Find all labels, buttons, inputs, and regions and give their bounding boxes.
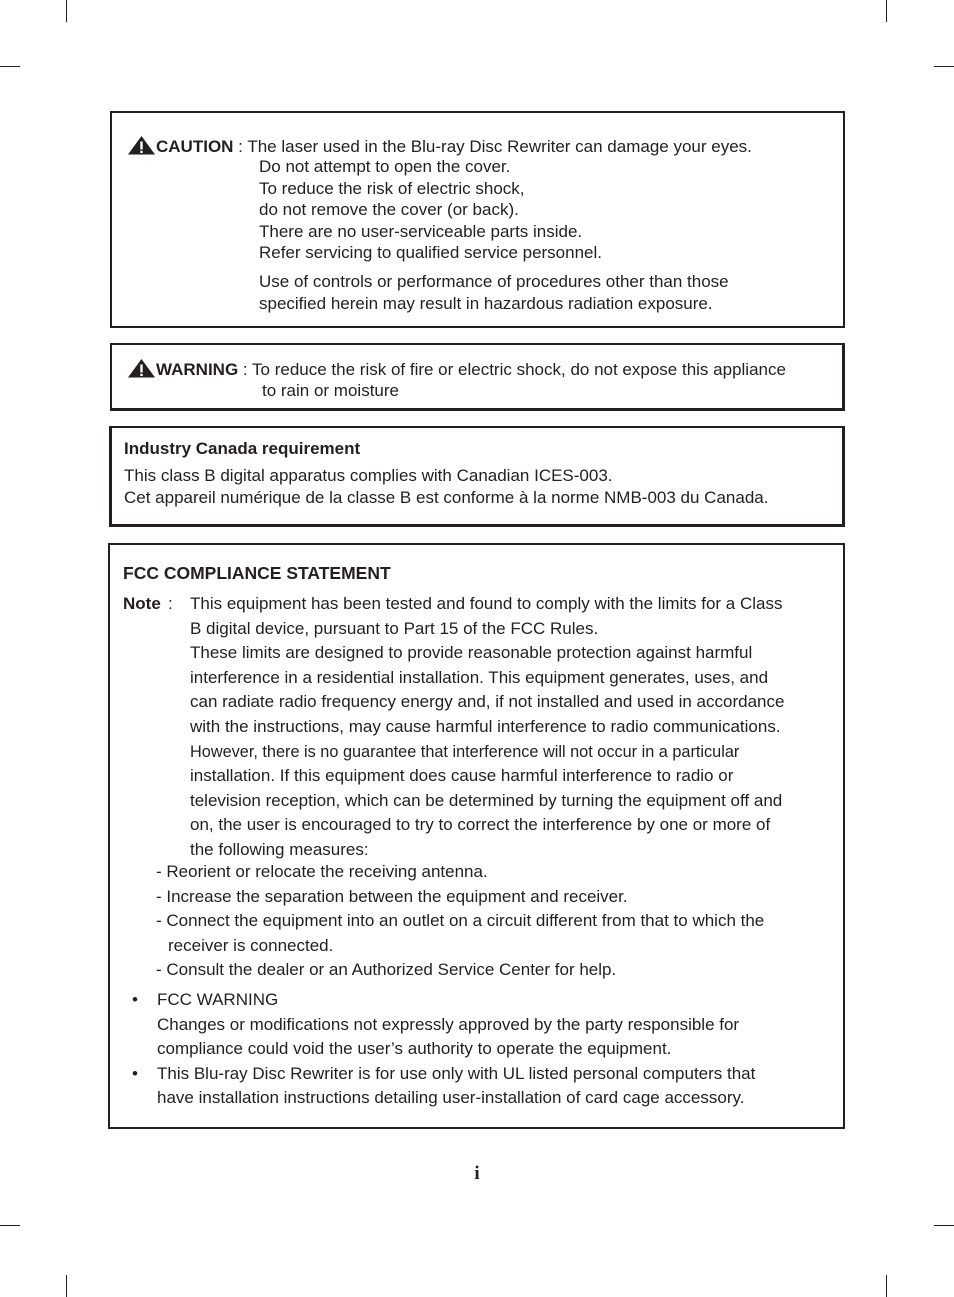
fcc-note-line: installation. If this equipment does cause harmful interference to radio or	[190, 766, 734, 786]
caution-line: Refer servicing to qualified service personnel.	[259, 243, 603, 263]
fcc-measure: - Increase the separation between the equipment and receiver.	[156, 886, 628, 906]
fcc-bullet-line: compliance could void the user’s authority to operate the equipment.	[157, 1039, 672, 1059]
warning-line: to rain or moisture	[262, 381, 399, 400]
fcc-note-line: interference in a residential installation. This equipment generates, uses, and	[190, 667, 769, 687]
caution-line: do not remove the cover (or back).	[259, 200, 519, 220]
caution-separator: :	[233, 137, 248, 156]
caution-line: There are no user-serviceable parts inside.	[259, 221, 583, 241]
warning-heading	[127, 358, 786, 381]
crop-mark	[66, 1275, 67, 1297]
industry-canada-line: This class B digital apparatus complies with Canadian ICES-003.	[124, 466, 613, 485]
page-number: i	[474, 1163, 480, 1184]
caution-label: CAUTION	[156, 137, 234, 156]
crop-mark	[0, 1225, 20, 1226]
fcc-note-line: B digital device, pursuant to Part 15 of the FCC Rules.	[190, 618, 599, 638]
caution-line: To reduce the risk of electric shock,	[259, 178, 525, 198]
crop-mark	[886, 1275, 887, 1297]
caution-box	[110, 111, 845, 328]
fcc-title: FCC COMPLIANCE STATEMENT	[123, 563, 391, 583]
fcc-note-label: Note	[123, 594, 161, 613]
fcc-compliance-box	[108, 543, 845, 1129]
fcc-note-line: can radiate radio frequency energy and, if not installed and used in accordance	[190, 692, 785, 712]
fcc-note-line: This equipment has been tested and found to comply with the limits for a Class	[190, 594, 783, 613]
caution-line: Do not attempt to open the cover.	[259, 157, 511, 176]
fcc-bullet-line: This Blu-ray Disc Rewriter is for use only with UL listed personal computers that	[157, 1063, 756, 1083]
fcc-bullet-line: Changes or modifications not expressly approved by the party responsible for	[157, 1014, 740, 1034]
warning-triangle-icon	[127, 358, 156, 378]
crop-mark	[0, 66, 20, 67]
fcc-measure: - Consult the dealer or an Authorized Service Center for help.	[156, 960, 617, 980]
caution-line: The laser used in the Blu-ray Disc Rewriter can damage your eyes.	[247, 137, 752, 156]
crop-mark	[886, 0, 887, 22]
crop-mark	[934, 1225, 954, 1226]
industry-canada-box	[109, 426, 845, 527]
fcc-bullet-item	[132, 988, 755, 1062]
caution-paragraph-line: Use of controls or performance of procedures other than those	[259, 272, 729, 291]
fcc-bullet-line: have installation instructions detailing user-installation of card cage accessory.	[157, 1088, 745, 1108]
fcc-note-line: These limits are designed to provide reasonable protection against harmful	[190, 643, 753, 663]
bullet-icon: •	[132, 1063, 138, 1083]
crop-mark	[66, 0, 67, 22]
fcc-bullet-title: FCC WARNING	[157, 990, 279, 1009]
fcc-note-line: the following measures:	[190, 839, 369, 859]
bullet-icon: •	[132, 990, 138, 1009]
fcc-note-colon: :	[168, 594, 173, 613]
fcc-measure: - Reorient or relocate the receiving antenna.	[156, 862, 488, 881]
fcc-measure: receiver is connected.	[168, 935, 334, 955]
fcc-note-line: However, there is no guarantee that interference will not occur in a particular	[190, 742, 740, 761]
fcc-measure: - Connect the equipment into an outlet on a circuit different from that to which the	[156, 911, 765, 931]
caution-paragraph-line: specified herein may result in hazardous radiation exposure.	[259, 293, 713, 313]
warning-triangle-icon	[127, 135, 156, 155]
warning-line: To reduce the risk of fire or electric shock, do not expose this appliance	[252, 360, 786, 379]
fcc-note-line: television reception, which can be determined by turning the equipment off and	[190, 790, 783, 810]
fcc-bullet-item	[132, 1062, 755, 1111]
crop-mark	[934, 66, 954, 67]
industry-canada-title: Industry Canada requirement	[124, 439, 361, 458]
warning-label: WARNING	[156, 360, 239, 379]
industry-canada-line: Cet appareil numérique de la classe B est conforme à la norme NMB-003 du Canada.	[124, 487, 769, 507]
caution-heading	[127, 135, 752, 158]
fcc-note-line: with the instructions, may cause harmful interference to radio communications.	[190, 716, 781, 736]
warning-box	[110, 343, 845, 411]
fcc-note-line: on, the user is encouraged to try to correct the interference by one or more of	[190, 815, 771, 835]
warning-separator: :	[238, 360, 253, 379]
